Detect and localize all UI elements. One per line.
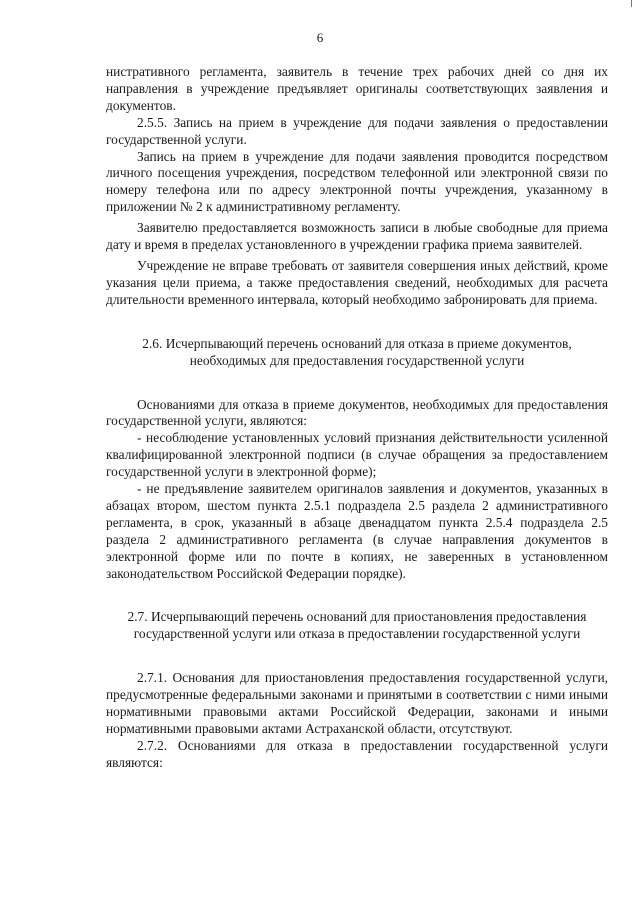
paragraph-refusal-grounds-intro: Основаниями для отказа в приеме документов, необходимых для предоставления государственной услуги, являются: [106, 396, 608, 429]
paragraph-continuation: нистративного регламента, заявитель в течение трех рабочих дней со дня их направления в учреждение предъявляет оригиналы соответствующих заявления и документов. [106, 64, 608, 113]
paragraph-appointment-choice: Заявителю предоставляется возможность записи в любые свободные для приема дату и время в пределах установленного в учреждении графика приема заявителей. [106, 220, 608, 253]
paragraph-2-7-2: 2.7.2. Основаниями для отказа в предоставлении государственной услуги являются: [106, 737, 608, 770]
list-item-originals: - не предъявление заявителем оригиналов заявления и документов, указанных в абзацах втором, шестом пункта 2.5.1 подраздела 2.5 раздела 2 административного регламента, в срок, указанный в абзаце двенадцатом пункта 2.5.4 подраздела 2.5 раздела 2 административного регламента (в случае направления документов в электронной форме или по почте в копиях, не заверенных в установленном законодательством Российской Федерации порядке). [106, 481, 608, 581]
list-item-signature: - несоблюдение установленных условий признания действительности усиленной квалифицированной электронной подписи (в случае обращения за предоставлением государственной услуги в электронной форме); [106, 430, 608, 480]
paragraph-institution-restrictions: Учреждение не вправе требовать от заявителя совершения иных действий, кроме указания цели приема, а также предоставления сведений, необходимых для расчета длительности временного интервала, который необходимо забронировать для приема. [106, 257, 608, 307]
document-body [106, 64, 608, 772]
paragraph-appointment-methods: Запись на прием в учреждение для подачи заявления проводится посредством личного посещения учреждения, посредством телефонной или электронной связи по номеру телефона или по адресу электронной почты учреждения, указанному в приложении № 2 к административному регламенту. [106, 148, 608, 215]
paragraph-2-5-5: 2.5.5. Запись на прием в учреждение для подачи заявления о предоставлении государственной услуги. [106, 114, 608, 147]
page-edge-mark [631, 0, 632, 7]
section-heading-2-7: 2.7. Исчерпывающий перечень оснований для приостановления предоставления государственной услуги или отказа в предоставлении государственной услуги [127, 609, 587, 642]
paragraph-2-7-1: 2.7.1. Основания для приостановления предоставления государственной услуги, предусмотренные федеральными законами и принятыми в соответствии с ними иными нормативными правовыми актами Российской Федерации, законами и иными нормативными правовыми актами Астраханской области, отсутствуют. [106, 670, 608, 736]
section-heading-2-6: 2.6. Исчерпывающий перечень оснований для отказа в приеме документов, необходимых для предоставления государственной услуги [142, 335, 572, 368]
page-number: 6 [316, 30, 324, 45]
